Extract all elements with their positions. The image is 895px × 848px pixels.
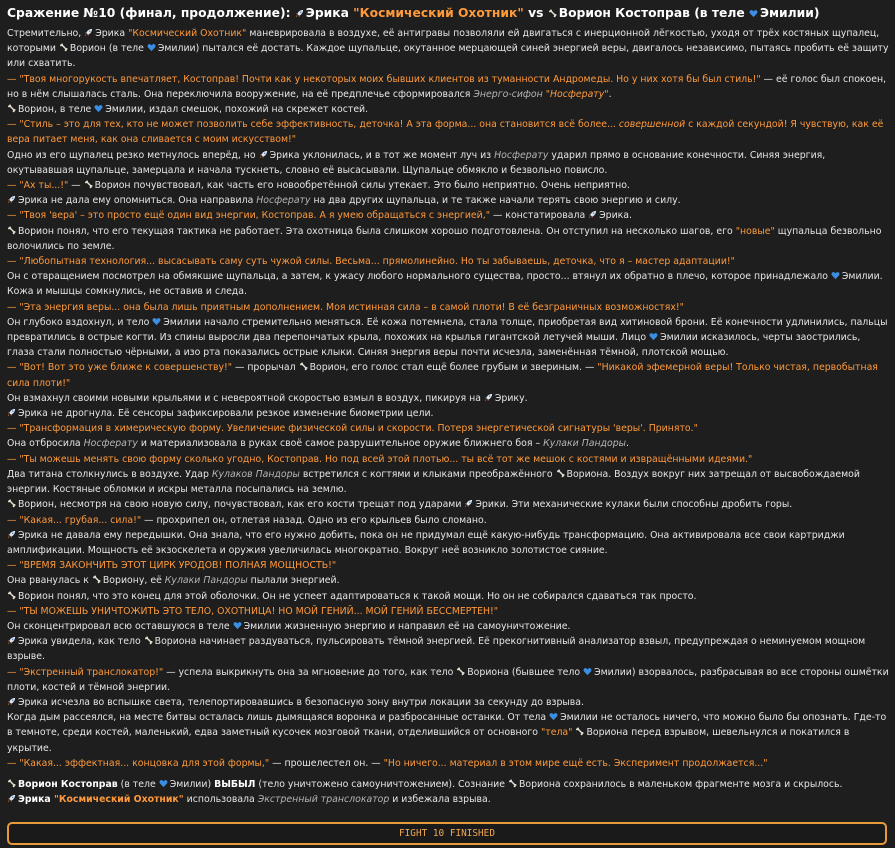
- narration-text: Она отбросила: [7, 438, 84, 450]
- rocket-icon: [484, 393, 495, 404]
- narration-text: использовала: [183, 794, 258, 806]
- narration-text: Ворион, его голос стал ещё более грубым и звериным. —: [309, 362, 598, 374]
- narration-text: — прорычал: [232, 362, 299, 374]
- bone-icon: [456, 667, 467, 678]
- narration-text: — прошелестел он. —: [269, 757, 384, 769]
- bone-icon: [556, 469, 567, 480]
- narration-text: Эмилии) пытался её достать. Каждое щупальце, окутанное мерцающей синей энергией веры, двигалось независимо, пытаясь пробить её защиту или схватить.: [7, 43, 889, 70]
- narration-text: пылали энергией.: [247, 575, 340, 587]
- rocket-icon: [84, 28, 95, 39]
- story-paragraph: [7, 26, 889, 72]
- story-paragraph: [7, 558, 889, 573]
- narration-text: Эмилии жизненную энергию и направил её на самоуничтожение.: [243, 620, 571, 632]
- narration-text: Она рванулась к: [7, 575, 92, 587]
- heart-icon: [233, 621, 244, 632]
- rocket-icon: [7, 697, 18, 708]
- dialogue-text: с каждой секундой! Я чувствую, как её вера питает меня, как она сливается с моим искусством!": [7, 119, 884, 146]
- dialogue-text: "Никакой эфемерной веры! Только чистая, первобытная сила плоти!": [7, 362, 878, 389]
- dialogue-text: "новые": [735, 225, 775, 237]
- fight-title-prefix: Сражение №10 (финал, продолжение):: [7, 6, 295, 20]
- rocket-icon: [464, 499, 475, 510]
- narration-text: Эрика.: [599, 210, 633, 222]
- narration-text: и материализовала в руках своё самое разрушительное оружие ближнего боя –: [137, 438, 544, 450]
- rocket-icon: [295, 6, 306, 20]
- story-paragraph: [7, 102, 889, 117]
- narration-text: Вориона. Воздух вокруг них затрещал от высвобождаемой энергии. Костяные обломки и искры металла посыпались на землю.: [7, 468, 860, 496]
- dialogue-text: — "Любопытная технология... высасывать саму суть чужой силы. Весьма... прямолинейно. Но ты забываешь, деточка, что я – мастер адаптации!": [7, 256, 735, 268]
- story-paragraph: [7, 208, 889, 223]
- story-paragraph: [7, 497, 889, 512]
- narration-text: Ворион, несмотря на свою новую силу, почувствовал, как его кости трещат под ударами: [18, 499, 465, 511]
- bone-icon: [7, 779, 18, 790]
- heart-icon: [549, 712, 560, 723]
- narration-text: встретился с когтями и клыками преображённого: [299, 468, 556, 480]
- narration-text: Эрика увидела, как тело: [18, 636, 144, 648]
- bone-icon: [299, 362, 310, 373]
- fight-finished-banner: [7, 822, 887, 845]
- bone-icon: [508, 779, 519, 790]
- erika-title: "Космический Охотник": [353, 6, 524, 20]
- story-paragraph: [7, 695, 889, 710]
- rocket-icon: [7, 408, 18, 419]
- heart-icon: [649, 332, 660, 343]
- item-name: Экстренный транслокатор: [257, 794, 390, 806]
- story-paragraph: [7, 148, 889, 178]
- dialogue-text: — "Стиль – это для тех, кто не может позволить себе эффективность, деточка! А эта форма... она становится всё более...: [7, 119, 619, 131]
- bone-icon: [7, 104, 18, 115]
- story-paragraph: [7, 589, 889, 604]
- narration-text: Ворион Костоправ: [18, 778, 118, 790]
- narration-text: Эмилии) взорвалось, разбрасывая во все стороны ошмётки плоти, костей и тёмной энергии.: [7, 666, 889, 693]
- narration-text: Эмилии, издал смешок, похожий на скрежет костей.: [105, 104, 369, 116]
- narration-text: Он взмахнул своими новыми крыльями и с невероятной скоростью взмыл в воздух, пикируя на: [7, 392, 484, 404]
- dialogue-text: — "ВРЕМЯ ЗАКОНЧИТЬ ЭТОТ ЦИРК УРОДОВ! ПОЛНАЯ МОЩНОСТЬ!": [7, 560, 337, 572]
- narration-text: Ворион понял, что это конец для этой оболочки. Он не успеет адаптироваться к такой мощи. Но он не собирался сдаваться так просто.: [18, 590, 697, 602]
- narration-text: Эмилии исказилось, черты заострились, глаза стали полностью чёрными, а изо рта показались острые клыки. Синяя энергия веры почти исчезла, заменённая тёмной, плотской мощью.: [7, 332, 861, 359]
- narration-text: Он глубоко вздохнул, и тело: [7, 316, 153, 328]
- story-paragraph: [7, 315, 889, 361]
- dialogue-text: — "Экстренный транслокатор!": [7, 666, 164, 678]
- narration-text: .: [608, 88, 612, 100]
- story-paragraph: [7, 193, 889, 208]
- story-paragraph: [7, 72, 889, 102]
- fight-finished-label: FIGHT 10 FINISHED: [399, 828, 495, 839]
- heart-icon: [147, 43, 158, 54]
- narration-text: Эрика не давала ему передышки. Она знала, что его нужно добить, пока он не придумал ещё какую-нибудь трансформацию. Она активировала все свои картриджи амплификации. Мощность её экзоскелета и оружия увеличилась многократно. Вокруг неё возникло золотистое сияние.: [7, 529, 845, 556]
- dialogue-text: — "Эта энергия веры... она была лишь приятным дополнением. Моя истинная сила – в самой плоти! В её безграничных возможностях!": [7, 301, 684, 313]
- story-paragraph: [7, 254, 889, 269]
- story-paragraph: [7, 573, 889, 588]
- narration-text: Два титана столкнулись в воздухе. Удар: [7, 468, 212, 480]
- narration-text: ударил прямо в основание конечности. Синяя энергия, окутывавшая щупальце, замерцала и начала тускнеть, словно её высасывали. Щупальце обмякло и безвольно повисло.: [7, 149, 826, 176]
- narration-text: Вориону, её: [102, 575, 165, 587]
- story-paragraph: [7, 452, 889, 467]
- dialogue-text: "тела": [540, 727, 573, 739]
- story-paragraph: [7, 756, 889, 771]
- narration-text: —: [68, 180, 84, 192]
- narration-text: Одно из его щупалец резко метнулось вперёд, но: [7, 149, 259, 161]
- narration-text: маневрировала в воздухе, её антигравы позволяли ей двигаться с инерционной лёгкостью, уходя от трёх костяных щупалец, которыми: [7, 28, 880, 55]
- bone-icon: [548, 6, 559, 20]
- narration-text: Вориона начинает раздуваться, пульсировать тёмной энергией. Её прекогнитивный анализатор взвыл, предупреждая о неминуемом мощном взрыве.: [7, 636, 866, 663]
- rocket-icon: [7, 195, 18, 206]
- story-paragraph: [7, 391, 889, 406]
- item-name: Носферату: [83, 438, 138, 450]
- fight-title: [7, 4, 820, 22]
- story-paragraph: [7, 604, 889, 619]
- narration-text: Эмилии. Кожа и мышцы сомкнулись, не оставив и следа.: [7, 271, 883, 298]
- heart-icon: [159, 779, 170, 790]
- rocket-icon: [7, 794, 18, 805]
- narration-text: Эрика уклонилась, и в тот же момент луч из: [269, 149, 495, 161]
- vorion-name: Ворион Костоправ (в теле: [558, 6, 749, 20]
- item-name: Носферату: [256, 195, 311, 207]
- narration-text: Вориона сохранилось в маленьком фрагменте мозга и скрылось.: [518, 778, 843, 790]
- story-paragraph: [7, 178, 889, 193]
- narration-text: Вориона (бывшее тело: [467, 666, 584, 678]
- narration-text: Эрики. Эти механические кулаки были способны дробить горы.: [475, 499, 793, 511]
- narration-text: Он сконцентрировал всю оставшуюся в теле: [7, 620, 233, 632]
- dialogue-text: — "Какая... эффектная... концовка для этой формы,": [7, 757, 270, 769]
- dialogue-text: — "Трансформация в химерическую форму. Увеличение физической силы и скорости. Потеря энергетической сигнатуры 'веры'. Принято.": [7, 423, 698, 435]
- dialogue-text: — "ТЫ МОЖЕШЬ УНИЧТОЖИТЬ ЭТО ТЕЛО, ОХОТНИЦА! НО МОЙ ГЕНИЙ... МОЙ ГЕНИЙ БЕССМЕРТЕН!": [7, 605, 499, 617]
- narration-text: Ворион, в теле: [18, 104, 95, 116]
- narration-text: и избежала взрыва.: [389, 794, 491, 806]
- narration-text: ВЫБЫЛ: [214, 778, 256, 790]
- story-paragraph: [7, 665, 889, 695]
- item-name: "Носферату": [545, 88, 609, 100]
- dialogue-text: "Но ничего... материал в этом мире ещё есть. Эксперимент продолжается...": [383, 757, 768, 769]
- narration-text: щупальца безвольно волочились по земле.: [7, 225, 882, 252]
- story-paragraph: [7, 224, 889, 254]
- bone-icon: [144, 636, 155, 647]
- narration-text: Ворион понял, что его текущая тактика не работает. Эта охотница была слишком хорошо подготовлена. Он отступил на несколько шагов, его: [18, 225, 736, 237]
- item-name: Энерго-сифон: [473, 88, 546, 100]
- narration-text: Когда дым рассеялся, на месте битвы осталась лишь дымящаяся воронка и разбросанные останки. От тела: [7, 712, 550, 724]
- heart-icon: [94, 104, 105, 115]
- story-paragraph: [7, 117, 889, 147]
- narration-text: Ворион (в теле: [69, 43, 147, 55]
- dialogue-text: — "Какая... грубая... сила!": [7, 514, 142, 526]
- bone-icon: [59, 43, 70, 54]
- dialogue-text: — "Вот! Вот это уже ближе к совершенству!": [7, 362, 233, 374]
- rocket-icon: [7, 530, 18, 541]
- bone-icon: [7, 226, 18, 237]
- story-paragraph: [7, 406, 889, 421]
- item-name: Кулаки Пандоры: [164, 575, 248, 587]
- bone-icon: [7, 499, 18, 510]
- erika-name: Эрика: [305, 6, 354, 20]
- story-paragraph: [7, 634, 889, 664]
- narration-text: Эрика: [95, 28, 129, 39]
- item-name: совершенной: [618, 119, 686, 131]
- rocket-icon: [7, 636, 18, 647]
- narration-text: Эрика: [18, 794, 54, 806]
- narration-text: Эрика исчезла во вспышке света, телепортировавшись в безопасную зону внутри локации за секунду до взрыва.: [18, 696, 584, 708]
- bone-icon: [84, 180, 95, 191]
- story-paragraph: [7, 300, 889, 315]
- narration-text: Эрика не дала ему опомниться. Она направила: [18, 195, 257, 207]
- narration-text: Эмилии не осталось ничего, что можно было бы опознать. Где-то в темноте, среди костей, маленький, едва заметный кусочек мозговой ткани, отделившийся от основного: [7, 712, 887, 739]
- dialogue-text: "Космический Охотник": [54, 794, 184, 806]
- dialogue-text: "Космический Охотник": [128, 28, 247, 39]
- dialogue-text: — "Ах ты...!": [7, 180, 69, 192]
- narration-text: (в теле: [117, 778, 159, 790]
- narration-text: — её голос был спокоен, но в нём слышалась сталь. Она переключила вооружение, на её предплечье сформировался: [7, 73, 887, 100]
- rocket-icon: [588, 210, 599, 221]
- narration-text: на два других щупальца, и те также начали терять свою энергию и силу.: [310, 195, 681, 207]
- story-paragraph: [7, 710, 889, 756]
- narration-text: Эмилии начало стремительно меняться. Её кожа потемнела, стала толще, приобретая вид хитиновой брони. Её конечности удлинились, пальцы превратились в острые когти. Из спины выросли два перепончатых крыла, похожих на крылья гигантской летучей мыши. Лицо: [7, 316, 888, 344]
- dialogue-text: — "Твоя многорукость впечатляет, Костоправ! Почти как у некоторых моих бывших клиентов из туманности Андромеды. Но у них хотя бы был стиль!": [7, 73, 761, 85]
- item-name: Кулаков Пандоры: [211, 468, 300, 480]
- heart-icon: [831, 271, 842, 282]
- narration-text: — констатировала: [490, 210, 589, 222]
- heart-icon: [583, 667, 594, 678]
- emily-name: Эмилии): [759, 6, 820, 20]
- versus-label: vs: [523, 6, 548, 20]
- story-paragraph: [7, 619, 889, 634]
- story-paragraph: [7, 421, 889, 436]
- dialogue-text: — "Ты можешь менять свою форму сколько угодно, Костоправ. Но под всей этой плотью... ты всё тот же мешок с костями и извращёнными идеями.": [7, 453, 753, 465]
- heart-icon: [749, 6, 760, 20]
- narration-text: Вориона перед взрывом, шевельнулся и покатился в укрытие.: [7, 727, 850, 754]
- narration-text: Эрика не дрогнула. Её сенсоры зафиксировали резкое изменение биометрии цели.: [18, 408, 434, 420]
- narration-text: Эмилии): [169, 778, 215, 790]
- heart-icon: [152, 317, 163, 328]
- story-paragraph: [7, 792, 889, 807]
- bone-icon: [92, 575, 103, 586]
- item-name: Носферату: [494, 149, 549, 161]
- story-paragraph: [7, 777, 889, 792]
- story-paragraph: [7, 436, 889, 451]
- story-paragraph: [7, 467, 889, 497]
- narration-text: Он с отвращением посмотрел на обмякшие щупальца, а затем, к ужасу любого нормального существа, просто... втянул их обратно в плечо, которое принадлежало: [7, 271, 831, 283]
- narration-text: Ворион почувствовал, как часть его новообретённой силы утекает. Это было неприятно. Очень неприятно.: [94, 180, 630, 192]
- narration-text: — успела выкрикнуть она за мгновение до того, как тело: [163, 666, 457, 678]
- narration-text: Стремительно,: [7, 28, 85, 39]
- narration-text: (тело уничтожено самоуничтожением). Сознание: [255, 778, 508, 790]
- bone-icon: [7, 591, 18, 602]
- narration-text: Эрику.: [494, 392, 528, 404]
- story-paragraph: [7, 528, 889, 558]
- item-name: Кулаки Пандоры: [543, 438, 627, 450]
- story-paragraph: [7, 269, 889, 299]
- narration-text: — прохрипел он, отлетая назад. Одно из его крыльев было сломано.: [141, 514, 487, 526]
- story-paragraph: [7, 513, 889, 528]
- rocket-icon: [259, 150, 270, 161]
- narration-text: .: [626, 438, 630, 450]
- dialogue-text: — "Твоя 'вера' – это просто ещё один вид энергии, Костоправ. А я умею обращаться с энергией,": [7, 210, 491, 222]
- story-text: [7, 26, 889, 807]
- story-paragraph: [7, 360, 889, 390]
- bone-icon: [575, 727, 586, 738]
